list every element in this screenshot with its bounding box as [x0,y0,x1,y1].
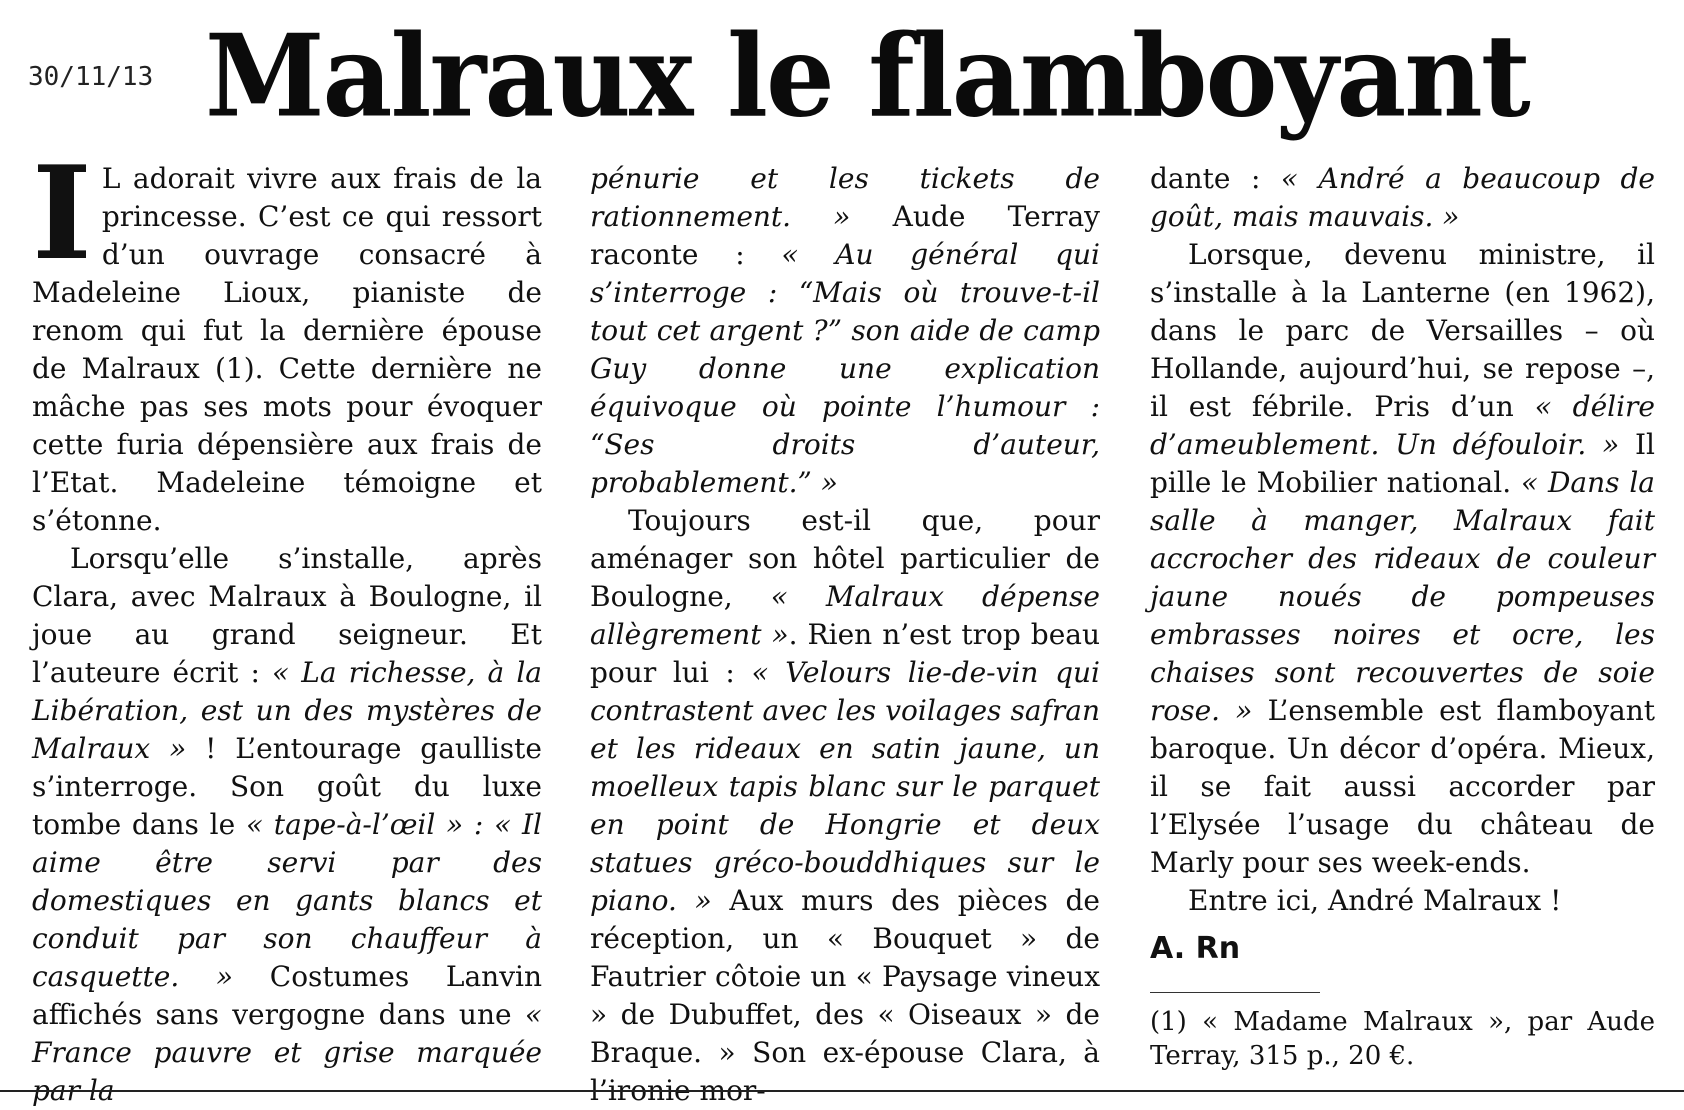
headline: Malraux le flamboyant [205,10,1529,143]
text-run: . Rien n’est trop beau pour lui : [590,618,1100,689]
quote: « André a beaucoup de goût, mais mauvais. » [1150,162,1655,233]
text-run: L’ensemble est flamboyant baroque. Un décor d’opéra. Mieux, il se fait aussi accorder par l’Elysée l’usage du château de Marly pour ses week-ends. [1150,694,1655,879]
closing-line: Entre ici, André Malraux ! [1188,884,1562,917]
quote: « France pauvre et grise marquée par la [32,998,542,1107]
bottom-rule [0,1090,1684,1092]
paragraph-2 [32,540,542,1110]
text-run: Lorsqu’elle s’installe, après Clara, avec Malraux à Boulogne, il joue au grand seigneur. Et l’auteure écrit : [32,542,542,689]
text-run: Il pille le Mobilier national. [1150,428,1655,499]
paragraph-3 [590,160,1100,502]
publication-date: 30/11/13 [28,62,154,92]
footnote: (1) « Madame Malraux », par Aude Terray, 315 p., 20 €. [1150,1007,1655,1071]
text-run: Aude Terray raconte : [590,200,1101,271]
author-signature: A. Rn [1150,931,1241,966]
article-column-1 [32,139,543,1110]
text-run: Aux murs des pièces de réception, un « Bouquet » de Fautrier côtoie un « Paysage vineux » de Dubuffet, des « Oiseaux » de Braque. » Son ex-épouse Clara, à l’ironie mor- [590,884,1100,1107]
quote: « délire d’ameublement. Un défouloir. » [1150,390,1656,461]
paragraph-1 [32,139,542,540]
paragraph-5 [1150,160,1655,236]
quote: « Au général qui s’interroge : “Mais où trouve-t-il tout cet argent ?” son aide de camp Guy donne une explication équivoque où pointe l’humour : “Ses droits d’auteur, probablement.” » [590,238,1100,499]
quote: pénurie et les tickets de rationnement. » [590,162,1100,233]
text-run: Costumes Lanvin affichés sans vergogne dans une [32,960,543,1031]
quote: « Malraux dépense allègrement » [590,580,1100,651]
quote: « Dans la salle à manger, Malraux fait accrocher des rideaux de couleur jaune noués de pompeuses embrasses noires et ocre, les chaises sont recouvertes de soie rose. » [1150,466,1656,727]
text-run: Lorsque, devenu ministre, il s’installe à la Lanterne (en 1962), dans le parc de Versailles – où Hollande, aujourd’hui, se repose –, il est fébrile. Pris d’un [1150,238,1655,423]
article-column-2 [590,160,1100,1110]
paragraph-1-text: L adorait vivre aux frais de la princesse. C’est ce qui ressort d’un ouvrage consacré à Madeleine Lioux, pianiste de renom qui fut la dernière épouse de Malraux (1). Cette dernière ne mâche pas ses mots pour évoquer cette furia dépensière aux frais de l’Etat. Madeleine témoigne et s’étonne. [32,162,542,537]
quote: « La richesse, à la Libération, est un des mystères de Malraux » [32,656,542,765]
paragraph-4 [590,502,1100,1110]
text-run: Toujours est-il que, pour aménager son hôtel particulier de Boulogne, [590,504,1100,613]
footnote-divider [1150,992,1320,993]
paragraph-6 [1150,236,1655,882]
quote: « tape-à-l’œil » : « Il aime être servi par des domestiques en gants blancs et conduit par son chauffeur à casquette. » [32,808,542,993]
quote: « Velours lie-de-vin qui contrastent avec les voilages safran et les rideaux en satin jaune, un moelleux tapis blanc sur le parquet en point de Hongrie et deux statues gréco-bouddhiques sur le piano. » [590,656,1100,917]
text-run: dante : [1150,162,1281,195]
drop-cap: I [32,139,92,289]
text-run: ! L’entourage gaulliste s’interroge. Son goût du luxe tombe dans le [32,732,542,841]
article-column-3 [1150,160,1655,1073]
